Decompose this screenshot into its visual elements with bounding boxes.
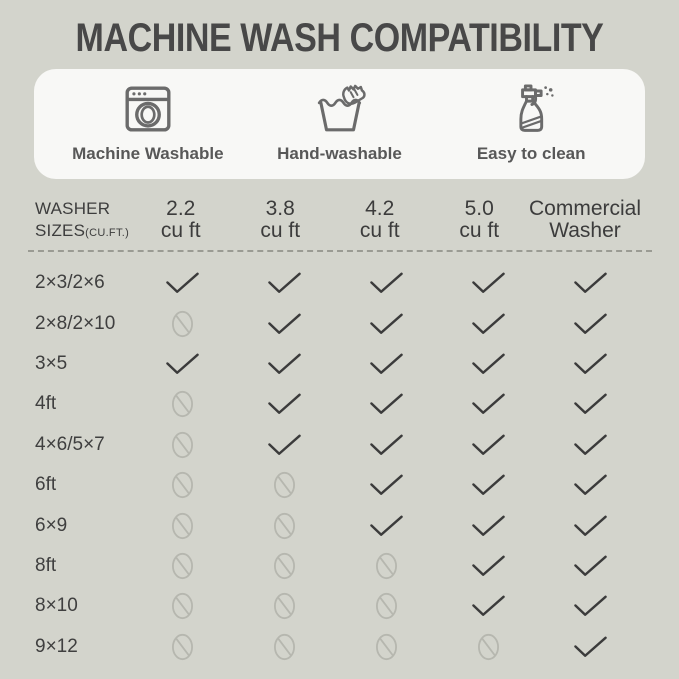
row-label: 2×3/2×6 (35, 272, 105, 294)
check-icon (539, 272, 641, 294)
check-icon (335, 474, 437, 496)
not-allowed-icon (233, 471, 335, 499)
not-allowed-icon (335, 592, 437, 620)
check-icon (539, 313, 641, 335)
check-icon (437, 434, 539, 456)
washing-machine-icon (121, 82, 175, 136)
not-allowed-icon (131, 512, 233, 540)
row-label: 6ft (35, 474, 57, 496)
check-icon (335, 393, 437, 415)
row-label: 8×10 (35, 595, 78, 617)
not-allowed-icon (335, 633, 437, 661)
check-icon (539, 393, 641, 415)
row-label: 3×5 (35, 352, 68, 374)
check-icon (539, 474, 641, 496)
not-allowed-icon (233, 552, 335, 580)
check-icon (539, 515, 641, 537)
not-allowed-icon (131, 552, 233, 580)
not-allowed-icon (131, 310, 233, 338)
row-label: 2×8/2×10 (35, 312, 116, 334)
legend-label: Hand-washable (277, 144, 402, 163)
table-row (35, 505, 641, 545)
check-icon (335, 515, 437, 537)
column-header: Commercial Washer (528, 197, 641, 242)
check-icon (437, 474, 539, 496)
check-icon (437, 313, 539, 335)
not-allowed-icon (233, 592, 335, 620)
check-icon (233, 313, 335, 335)
check-icon (539, 636, 641, 658)
not-allowed-icon (131, 633, 233, 661)
row-label: 4ft (35, 393, 57, 415)
check-icon (131, 353, 233, 375)
column-header: 2.2 cu ft (160, 197, 201, 242)
check-icon (131, 272, 233, 294)
table-row (35, 627, 641, 667)
not-allowed-icon (131, 390, 233, 418)
check-icon (335, 353, 437, 375)
column-header: 5.0 cu ft (459, 197, 500, 242)
row-label: 4×6/5×7 (35, 433, 105, 455)
table-row (35, 263, 641, 303)
table-row (35, 303, 641, 343)
legend-item-machine-washable (52, 82, 244, 164)
column-header: 4.2 cu ft (359, 197, 400, 242)
check-icon (539, 434, 641, 456)
table-row (35, 465, 641, 505)
column-header: 3.8 cu ft (260, 197, 301, 242)
check-icon (539, 353, 641, 375)
header-divider (28, 250, 652, 252)
row-label: 8ft (35, 554, 57, 576)
check-icon (233, 393, 335, 415)
check-icon (335, 272, 437, 294)
check-icon (437, 595, 539, 617)
table-row (35, 344, 641, 384)
check-icon (437, 393, 539, 415)
check-icon (233, 434, 335, 456)
table-body (35, 263, 641, 667)
check-icon (437, 555, 539, 577)
row-label: 6×9 (35, 514, 68, 536)
check-icon (437, 515, 539, 537)
legend-label: Machine Washable (72, 144, 224, 163)
legend-label: Easy to clean (476, 144, 586, 163)
check-icon (539, 555, 641, 577)
table-row (35, 586, 641, 626)
not-allowed-icon (335, 552, 437, 580)
not-allowed-icon (233, 512, 335, 540)
check-icon (335, 434, 437, 456)
not-allowed-icon (131, 431, 233, 459)
check-icon (233, 353, 335, 375)
table-row (35, 425, 641, 465)
not-allowed-icon (131, 471, 233, 499)
row-header-line1: WASHER (35, 199, 111, 218)
table-row (35, 546, 641, 586)
legend-card (34, 69, 645, 179)
row-header (35, 198, 131, 244)
check-icon (233, 272, 335, 294)
row-header-line2: SIZES(CU.FT.) (35, 220, 130, 240)
check-icon (437, 353, 539, 375)
check-icon (335, 313, 437, 335)
hand-wash-icon (313, 82, 367, 136)
table-header (35, 198, 641, 244)
page-title: MACHINE WASH COMPATIBILITY (75, 16, 604, 60)
spray-bottle-icon (504, 82, 558, 136)
legend-item-easy-to-clean (435, 82, 627, 164)
table-row (35, 384, 641, 424)
row-label: 9×12 (35, 635, 78, 657)
check-icon (539, 595, 641, 617)
not-allowed-icon (233, 633, 335, 661)
legend-item-hand-washable (244, 82, 436, 164)
not-allowed-icon (131, 592, 233, 620)
check-icon (437, 272, 539, 294)
not-allowed-icon (437, 633, 539, 661)
